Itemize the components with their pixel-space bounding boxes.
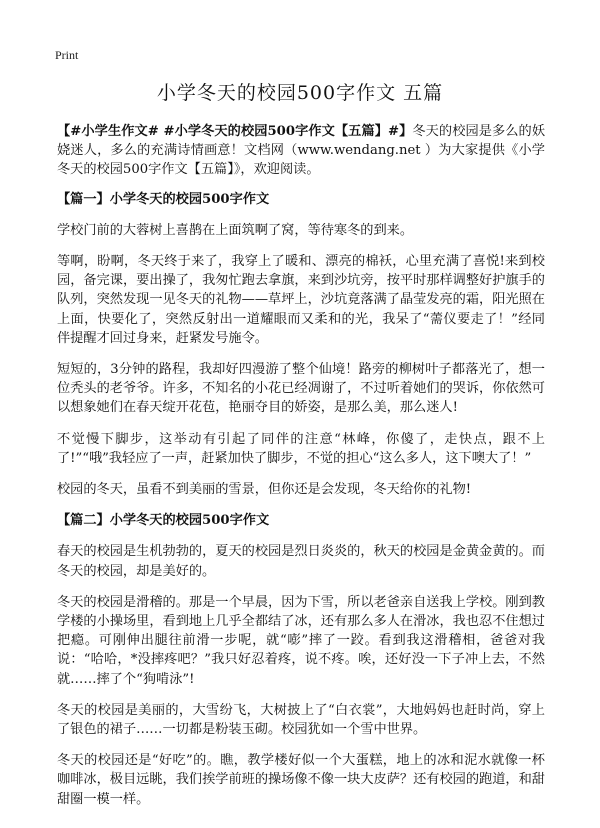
intro-tags: 【#小学生作文# #小学冬天的校园500字作文【五篇】#】: [57, 124, 413, 139]
paragraph: 等啊，盼啊，冬天终于来了，我穿上了暖和、漂亮的棉袄，心里充满了喜悦!来到校园，备完课，要出操了，我匆忙跑去拿旗，来到沙坑旁，按平时那样调整好护旗手的队列，突然发现一见冬天的礼物——草坪上，沙坑竟落满了晶莹发亮的霜，阳光照在上面，快要化了，突然反射出一道耀眼而又柔和的光，我呆了“薷仪要走了！”经同伴提醒才回过身来，赶紧发号施令。: [57, 254, 545, 346]
section-heading: 【篇二】小学冬天的校园500字作文: [57, 513, 270, 529]
paragraph: 冬天的校园是滑稽的。那是一个早晨，因为下雪，所以老爸亲自送我上学校。刚到教学楼的小操场里，看到地上几乎全都结了冰，还有那么多人在滑冰，我也忍不住想过把瘾。可刚伸出腿往前滑一步呢，就“嘭”摔了一跤。看到我这滑稽相，爸爸对我说：“哈哈，*没摔疼吧？”我只好忍着疼，说不疼。唉，还好没一下子冲上去，不然就……摔了个“狗啃泳”!: [57, 594, 545, 687]
intro-text: 冬天的校园是多么的妖娆迷人，多么的充满诗情画意！文档网（www.wendang.net ）为大家提供《小学冬天的校园500字作文【五篇】》，欢迎阅读。: [57, 124, 545, 178]
page-title: 小学冬天的校园500字作文 五篇: [156, 82, 444, 104]
paragraph: 不觉慢下脚步，这举动有引起了同伴的注意“林峰，你傻了，走快点，跟不上了!”“哦”我轻应了一声，赶紧加快了脚步，不觉的担心“这么多人，这下噢大了！”: [57, 431, 545, 466]
paragraph: 冬天的校园是美丽的，大雪纷飞，大树披上了“白衣裳”，大地妈妈也赶时尚，穿上了银色的裙子……一切都是粉装玉砌。校园犹如一个雪中世界。: [57, 702, 545, 738]
paragraph: 校园的冬天，虽看不到美丽的雪景，但你还是会发现，冬天给你的礼物!: [57, 482, 472, 498]
paragraph: 春天的校园是生机勃勃的，夏天的校园是烈日炎炎的，秋天的校园是金黄金黄的。而冬天的校园，却是美好的。: [57, 544, 545, 579]
paragraph: 短短的，3分钟的路程，我却好四漫游了整个仙境！路旁的柳树叶子都落光了，想一位秃头的老爷爷。许多，不知名的小花已经凋谢了，不过听着她们的哭诉，你依然可以想象她们在春天绽开花苞，艳丽夺目的娇姿，是那么美，那么迷人!: [57, 362, 545, 416]
article-body: [57, 122, 545, 821]
section-heading: 【篇一】小学冬天的校园500字作文: [57, 191, 270, 207]
print-link[interactable]: Print: [55, 48, 79, 62]
paragraph: 学校门前的大蓉树上喜鹊在上面筑啊了窝，等待寒冬的到来。: [57, 222, 414, 238]
intro-paragraph: [57, 122, 545, 180]
paragraph: 冬天的校园还是“好吃”的。瞧，教学楼好似一个大蛋糕，地上的冰和泥水就像一杯咖啡冰，极目远眺，我们挨学前班的操场像不像一块大皮萨？还有校园的跑道，和甜甜圈一模一样。: [57, 753, 545, 807]
